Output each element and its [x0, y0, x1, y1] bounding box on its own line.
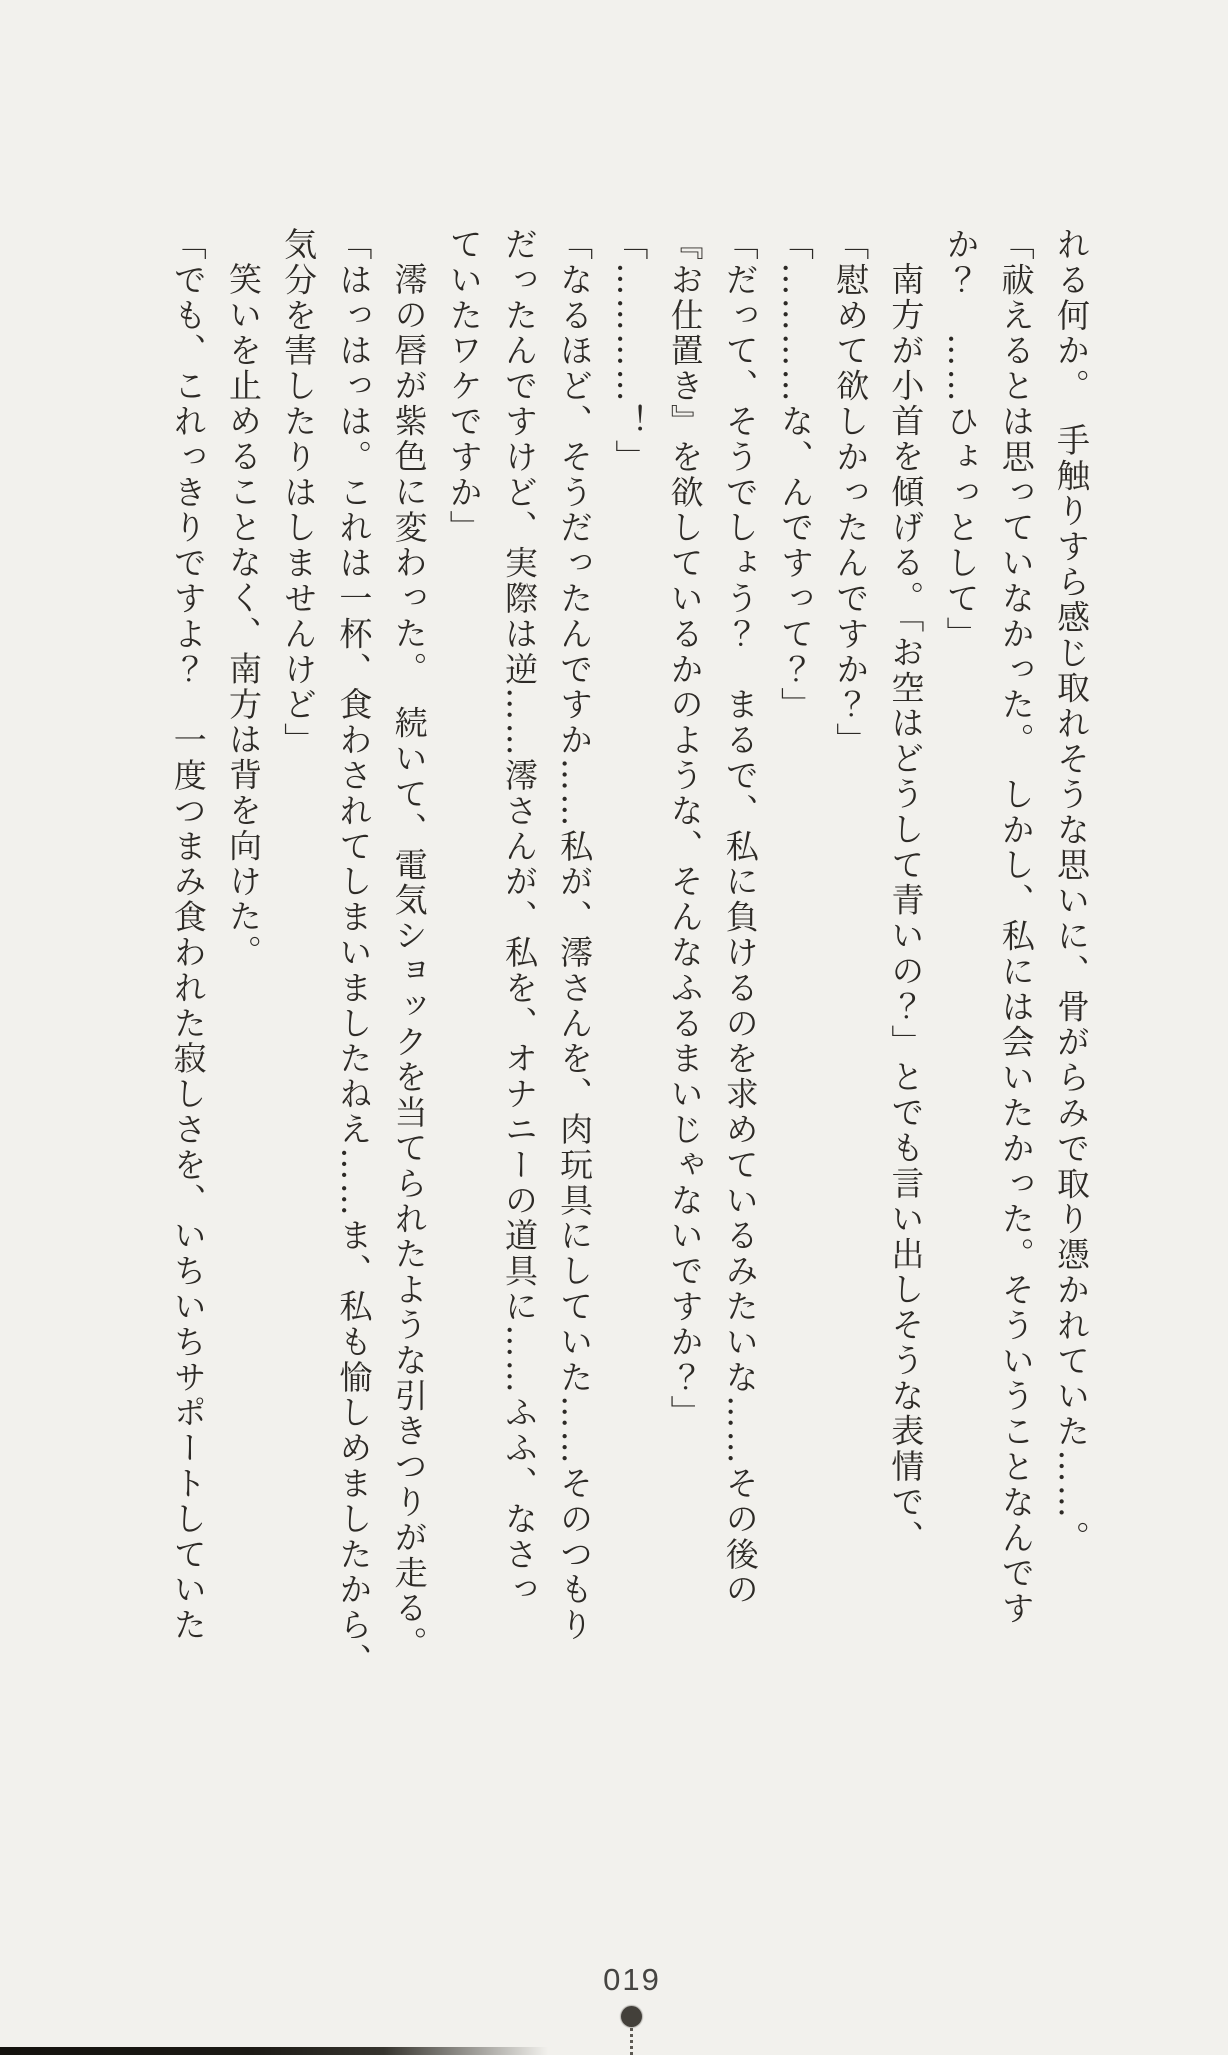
- text-column: か？ ……ひょっとして」: [941, 227, 981, 652]
- text-block: [161, 227, 1099, 1687]
- text-column: 「祓えるとは思っていなかった。 しかし、私には会いたかった。そういうことなんです: [996, 227, 1036, 1627]
- text-column: 「はっはっは。これは一杯、食わされてしまいましたねえ……ま、私も愉しめましたから、: [334, 227, 374, 1679]
- scan-edge-artifact: [0, 2047, 548, 2055]
- text-column: 「なるほど、そうだったんですか……私が、澪さんを、肉玩具にしていた……そのつもり: [555, 227, 595, 1643]
- text-column: 澪の唇が紫色に変わった。 続いて、電気ショックを当てられたような引きつりが走る。: [389, 262, 429, 1662]
- page-marker-dot-icon: [621, 2006, 642, 2027]
- text-column: 「…………な、んですって？」: [775, 227, 815, 723]
- text-column: れる何か。 手触りすら感じ取れそうな思いに、骨がらみで取り憑かれていた……。: [1052, 227, 1091, 1556]
- text-column: 「でも、これっきりですよ？ 一度つまみ食われた寂しさを、いちいちサポートしていた: [168, 227, 208, 1643]
- text-column: 「だって、そうでしょう？ まるで、私に負けるのを求めているみたいな……その後の: [720, 227, 760, 1608]
- text-column: 『お仕置き』を欲しているかのような、そんなふるまいじゃないですか？」: [665, 227, 705, 1431]
- text-column: 南方が小首を傾げる。「お空はどうして青いの？」とでも言い出しそうな表情で、: [886, 262, 926, 1556]
- text-column: 笑いを止めることなく、南方は背を向けた。: [223, 262, 263, 971]
- page-marker-dotted-line-icon: [630, 2028, 633, 2055]
- text-column: だったんですけど、実際は逆……澪さんが、私を、オナニーの道具に……ふふ、なさっ: [499, 227, 539, 1608]
- page-number: 019: [603, 1962, 661, 1997]
- text-column: 「…………！」: [610, 227, 650, 475]
- text-column: 「慰めて欲しかったんですか？」: [831, 227, 871, 758]
- text-column: 気分を害したりはしませんけど」: [279, 227, 319, 758]
- text-column: ていたワケですか」: [444, 227, 484, 546]
